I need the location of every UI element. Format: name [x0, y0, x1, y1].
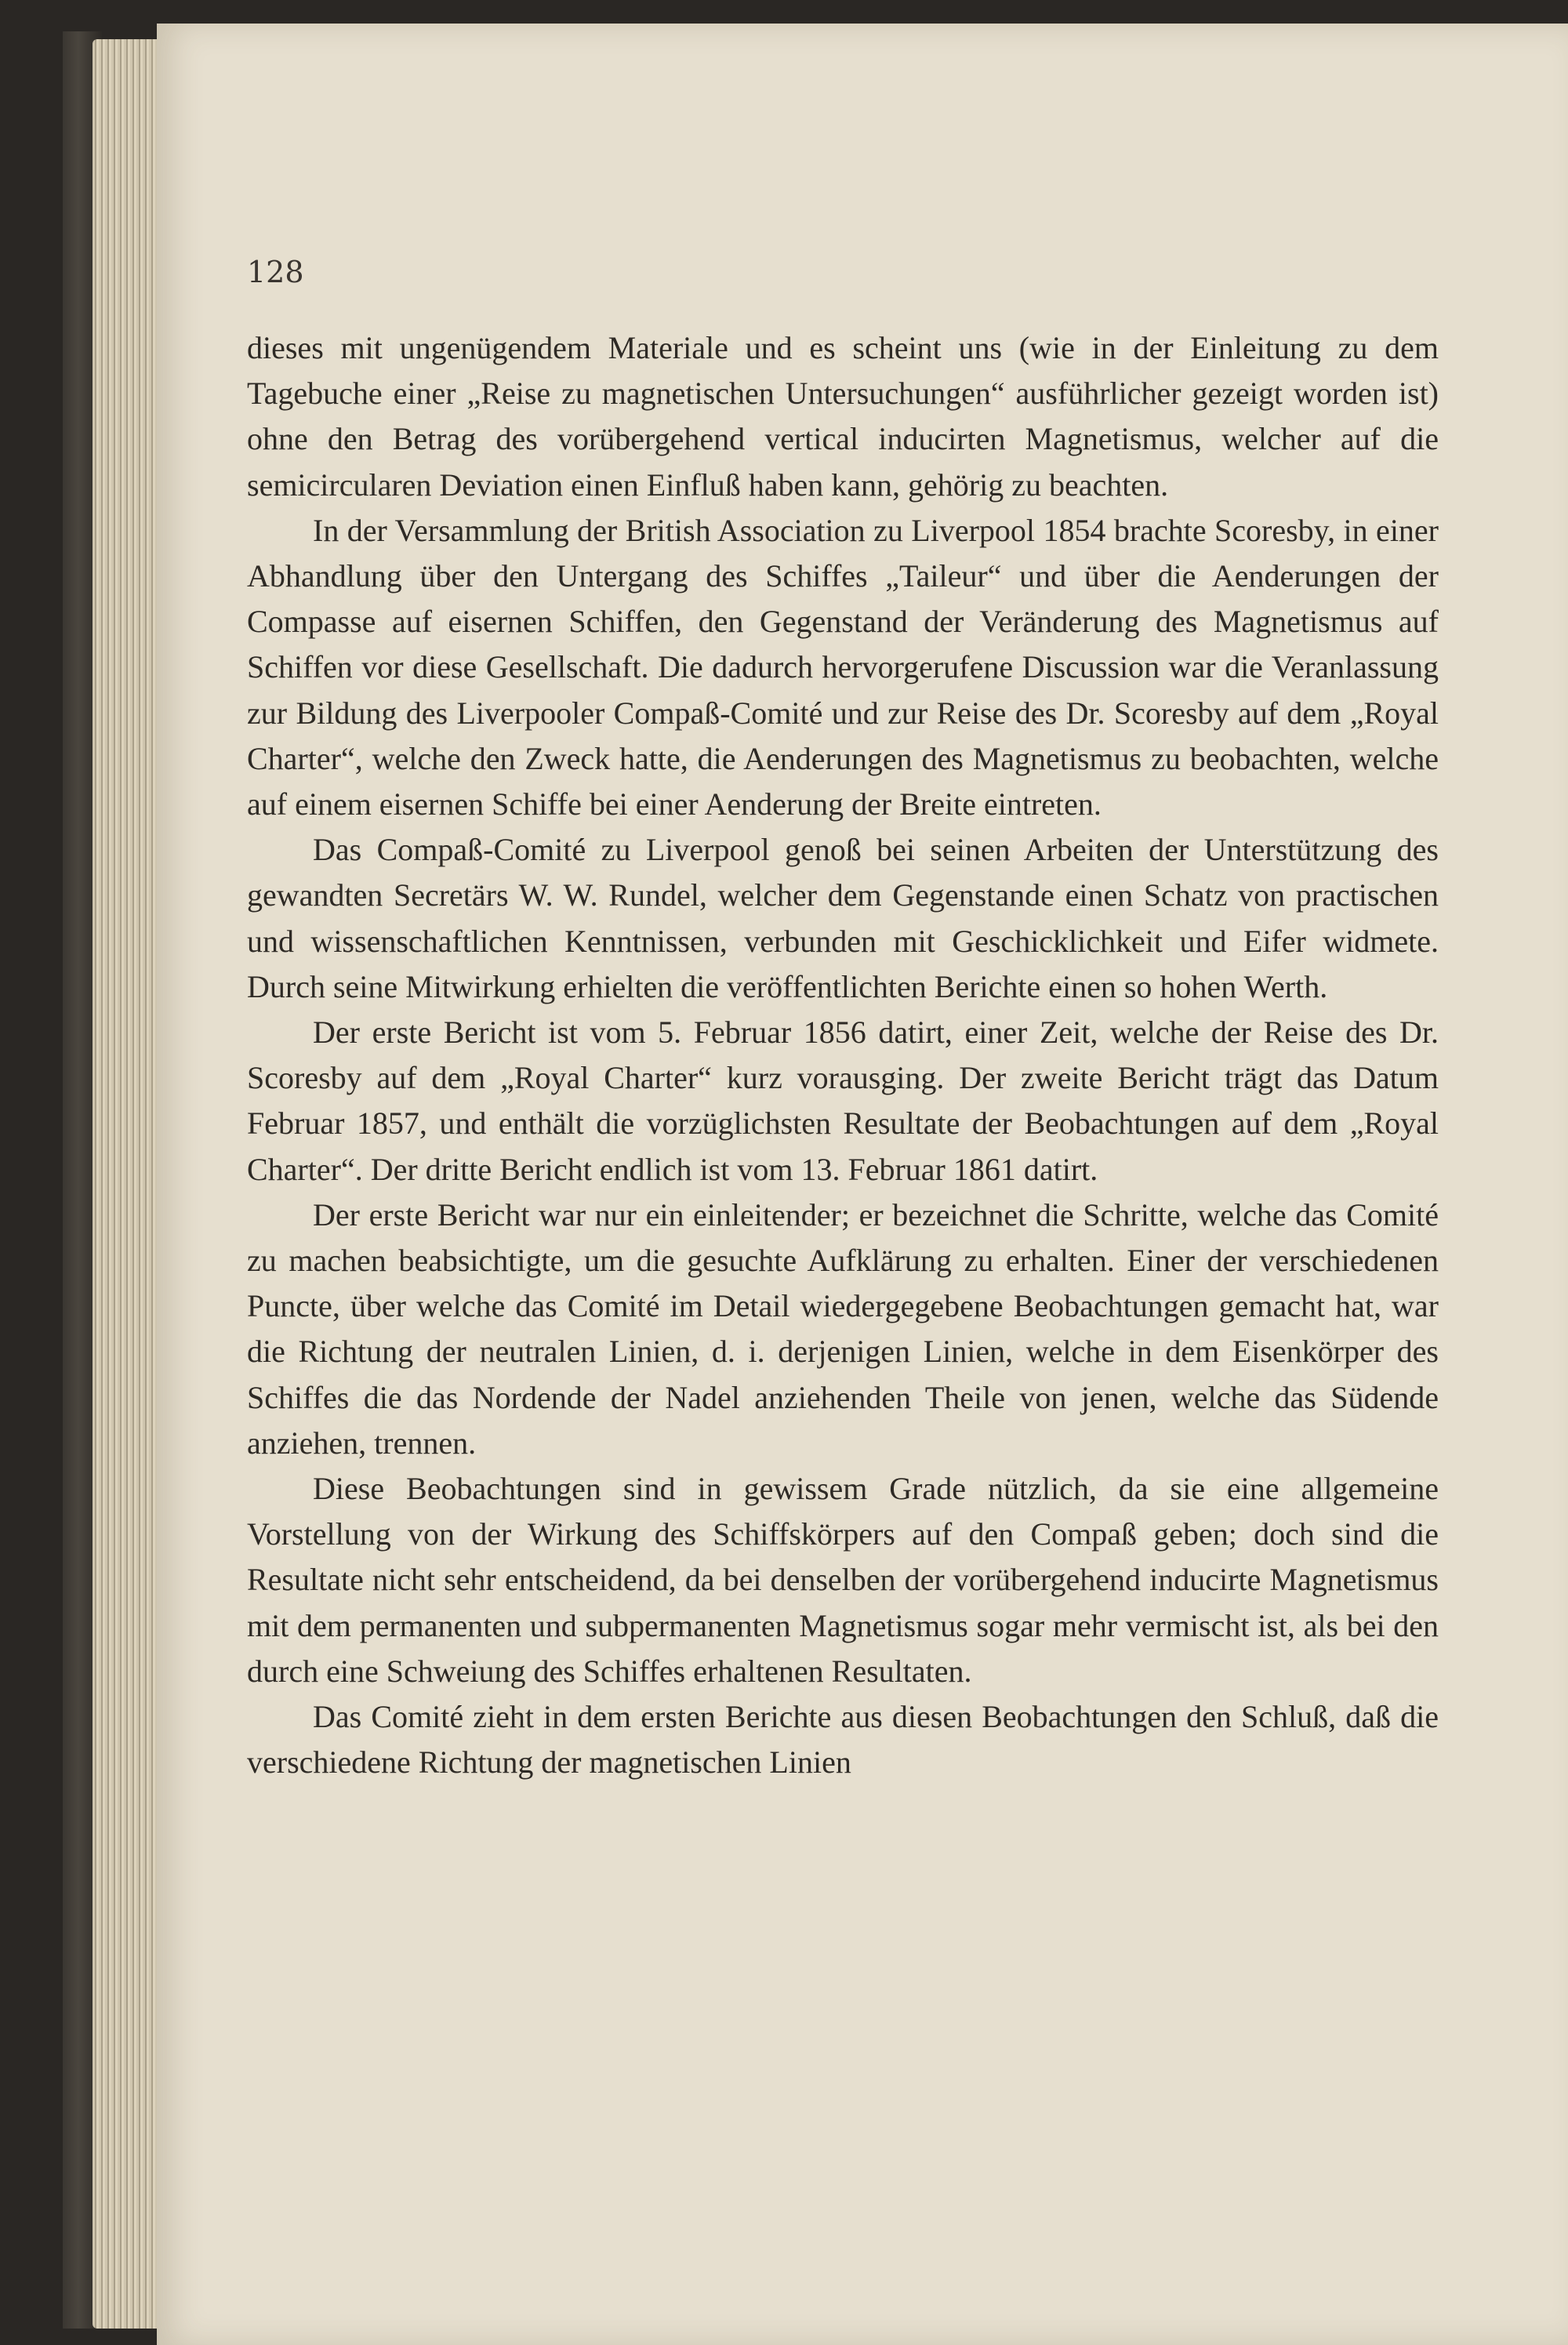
- paragraph: Der erste Bericht ist vom 5. Februar 1856 datirt, einer Zeit, welche der Reise des Dr. Scoresby auf dem „Royal Charter“ kurz vorausging. Der zweite Bericht trägt das Datum Februar 1857, und enthält die vorzüglichsten Resultate der Beobachtungen auf dem „Royal Charter“. Der dritte Bericht endlich ist vom 13. Februar 1861 datirt.: [247, 1015, 1439, 1187]
- paragraph: Das Compaß-Comité zu Liverpool genoß bei seinen Arbeiten der Unterstützung des gewandten Secretärs W. W. Rundel, welcher dem Gegenstande einen Schatz von practischen und wissenschaftlichen Kenntnissen, verbunden mit Geschicklichkeit und Eifer widmete. Durch seine Mitwirkung erhielten die veröffentlichten Berichte einen so hohen Werth.: [247, 832, 1439, 1004]
- paragraph: Diese Beobachtungen sind in gewissem Grade nützlich, da sie eine allgemeine Vorstellung von der Wirkung des Schiffskörpers auf den Compaß geben; doch sind die Resultate nicht sehr entscheidend, da bei denselben der vorübergehend inducirte Magnetismus mit dem permanenten und subpermanenten Magnetismus sogar mehr vermischt ist, als bei den durch eine Schweiung des Schiffes erhaltenen Resultaten.: [247, 1471, 1439, 1689]
- paragraph: In der Versammlung der British Association zu Liverpool 1854 brachte Scoresby, in einer Abhandlung über den Untergang des Schiffes „Taileur“ und über die Aenderungen der Compasse auf eisernen Schiffen, den Gegenstand der Veränderung des Magnetismus auf Schiffen vor diese Gesellschaft. Die dadurch hervorgerufene Discussion war die Veranlassung zur Bildung des Liverpooler Compaß-Comité und zur Reise des Dr. Scoresby auf dem „Royal Charter“, welche den Zweck hatte, die Aenderungen des Magnetismus zu beobachten, welche auf einem eisernen Schiffe bei einer Aenderung der Breite eintreten.: [247, 512, 1439, 822]
- paragraph: Der erste Bericht war nur ein einleitender; er bezeichnet die Schritte, welche das Comité zu machen beabsichtigte, um die gesuchte Aufklärung zu erhalten. Einer der verschiedenen Puncte, über welche das Comité im Detail wiedergegebene Beobachtungen gemacht hat, war die Richtung der neutralen Linien, d. i. derjenigen Linien, welche in dem Eisenkörper des Schiffes die das Nordende der Nadel anziehenden Theile von jenen, welche das Südende anziehen, trennen.: [247, 1196, 1439, 1461]
- paragraph: Das Comité zieht in dem ersten Berichte aus diesen Beobachtungen den Schluß, daß die verschiedene Richtung der magnetischen Linien: [247, 1699, 1439, 1781]
- page-edges: [93, 39, 163, 2329]
- paragraph: dieses mit ungenügendem Materiale und es scheint uns (wie in der Einleitung zu dem Tagebuche einer „Reise zu magnetischen Untersuchungen“ ausführlicher gezeigt worden ist) ohne den Betrag des vorübergehend vertical inducirten Magnetismus, welcher auf die semicircularen Deviation einen Einfluß haben kann, gehörig zu beachten.: [247, 330, 1439, 503]
- body-text: [247, 325, 1439, 1786]
- page-number: 128: [247, 255, 304, 289]
